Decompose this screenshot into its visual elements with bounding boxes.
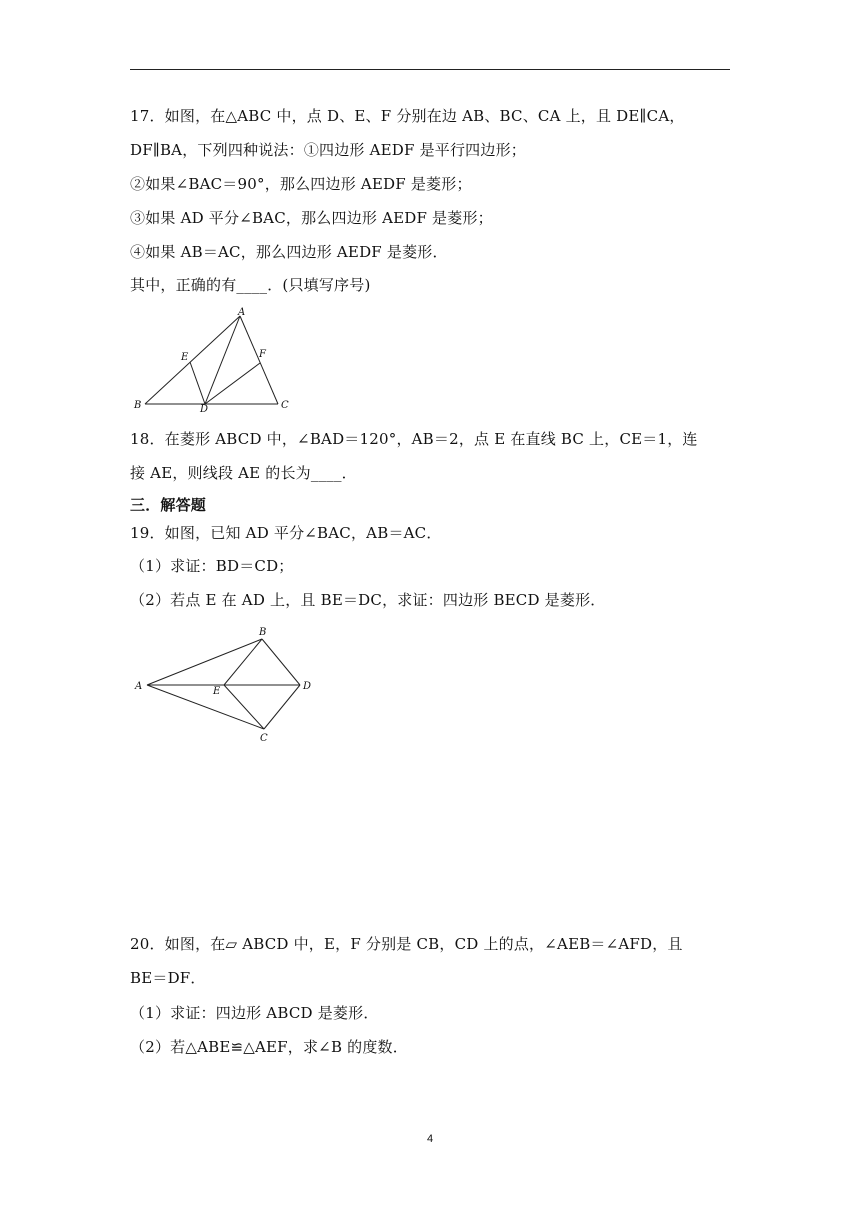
q19-label-d: D [303, 681, 312, 692]
q17-label-d: D [200, 404, 209, 415]
q19-label-b: B [259, 627, 267, 638]
q18-line-2: 接 AE，则线段 AE 的长为____． [130, 464, 357, 482]
q20-line-4: （2）若△ABE≌△AEF，求∠B 的度数． [130, 1038, 408, 1056]
q19-label-c: C [260, 733, 268, 744]
q17-label-a: A [238, 307, 246, 318]
q17-line-5: ④如果 AB＝AC，那么四边形 AEDF 是菱形． [130, 243, 448, 261]
q17-label-f: F [259, 349, 266, 360]
q17-figure [128, 306, 298, 416]
q17-line-1: 17．如图，在△ABC 中，点 D、E、F 分别在边 AB、BC、CA 上，且 DE∥CA， [130, 107, 685, 125]
q18-line-1: 18．在菱形 ABCD 中，∠BAD＝120°，AB＝2，点 E 在直线 BC 上，CE＝1，连 [130, 430, 698, 448]
q17-label-c: C [281, 400, 289, 411]
q17-line-6: 其中，正确的有____．(只填写序号) [130, 276, 371, 294]
q20-line-1: 20．如图，在▱ ABCD 中，E，F 分别是 CB，CD 上的点，∠AEB＝∠AFD，且 [130, 935, 683, 953]
q19-label-e: E [213, 686, 221, 697]
q20-line-2: BE＝DF． [130, 969, 206, 987]
q17-line-3: ②如果∠BAC＝90°，那么四边形 AEDF 是菱形； [130, 175, 472, 193]
q17-line-4: ③如果 AD 平分∠BAC，那么四边形 AEDF 是菱形； [130, 209, 493, 227]
section-heading: 三．解答题 [130, 496, 207, 514]
q17-line-2: DF∥BA，下列四种说法：①四边形 AEDF 是平行四边形； [130, 141, 526, 159]
q19-label-a: A [135, 681, 143, 692]
page-number: 4 [426, 1133, 434, 1145]
header-rule [130, 69, 730, 70]
q19-line-1: 19．如图，已知 AD 平分∠BAC，AB＝AC． [130, 524, 442, 542]
q19-figure [128, 622, 328, 747]
q17-label-b: B [134, 400, 142, 411]
q17-label-e: E [181, 352, 189, 363]
q19-line-3: （2）若点 E 在 AD 上，且 BE＝DC，求证：四边形 BECD 是菱形． [130, 591, 606, 609]
q20-line-3: （1）求证：四边形 ABCD 是菱形． [130, 1004, 379, 1022]
q19-line-2: （1）求证：BD＝CD； [130, 557, 294, 575]
